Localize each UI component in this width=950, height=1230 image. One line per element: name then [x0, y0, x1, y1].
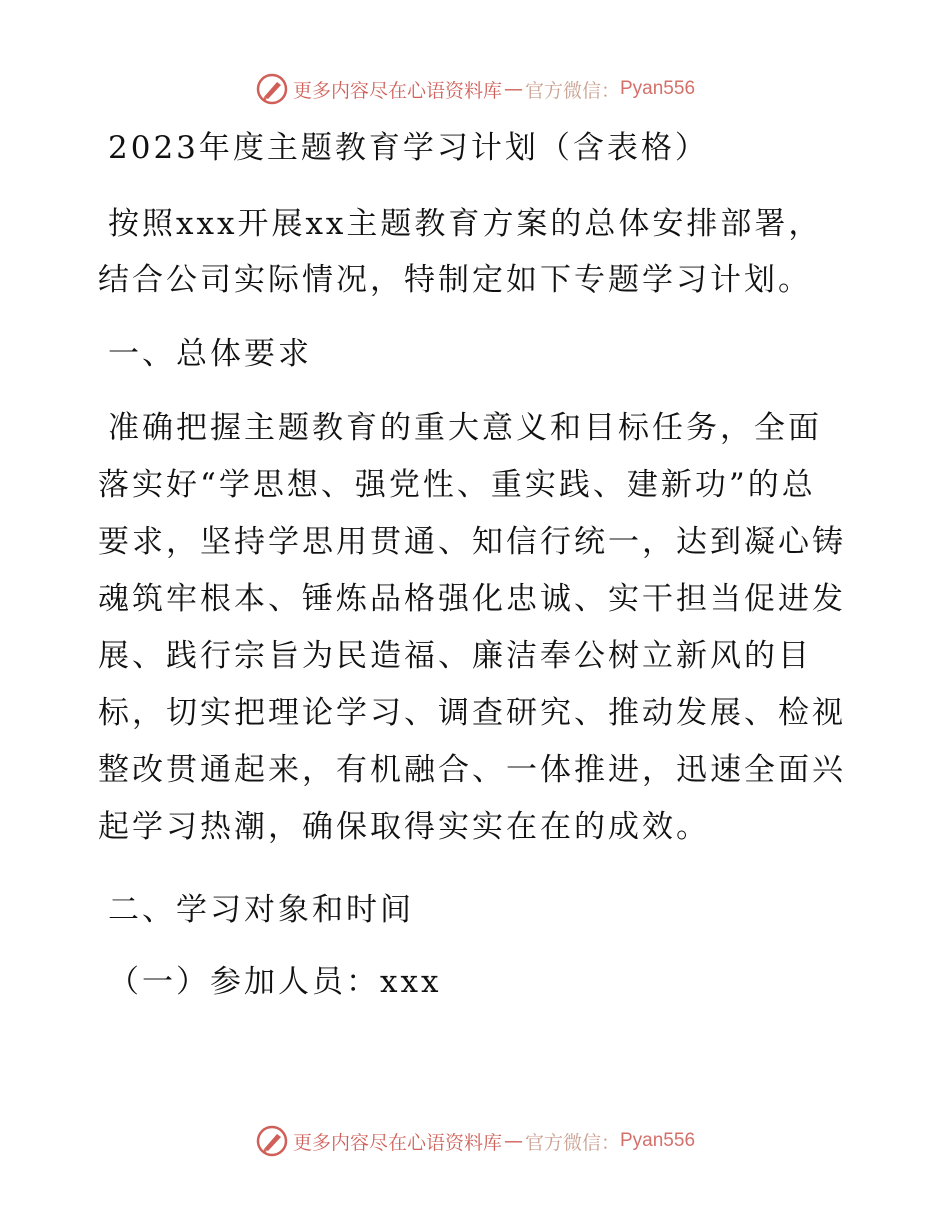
document-title: 2023年度主题教育学习计划（含表格）: [108, 130, 709, 166]
section1-line-6: 标，切实把理论学习、调查研究、推动发展、检视: [98, 695, 846, 731]
watermark-footer: [0, 1124, 950, 1158]
section1-line-4: 魂筑牢根本、锤炼品格强化忠诚、实干担当促进发: [98, 581, 846, 617]
watermark-separator: —: [503, 78, 523, 100]
watermark-wechat-id: Pyan556: [620, 1130, 696, 1151]
section1-line-2: 落实好“学思想、强党性、重实践、建新功”的总: [98, 467, 816, 503]
intro-line-2: 结合公司实际情况，特制定如下专题学习计划。: [98, 262, 812, 298]
section1-line-8: 起学习热潮，确保取得实实在在的成效。: [98, 809, 710, 845]
section1-line-5: 展、践行宗旨为民造福、廉洁奉公树立新风的目: [98, 638, 812, 674]
watermark-main-text: 更多内容尽在心语资料库: [292, 79, 502, 102]
section2-heading: 二、学习对象和时间: [108, 892, 414, 928]
section1-line-3: 要求，坚持学思用贯通、知信行统一，达到凝心铸: [98, 524, 846, 560]
watermark-wechat-id: Pyan556: [620, 78, 696, 99]
watermark-header: [0, 72, 950, 106]
intro-line-1: 按照xxx开展xx主题教育方案的总体安排部署，: [108, 206, 823, 242]
section1-line-7: 整改贯通起来，有机融合、一体推进，迅速全面兴: [98, 752, 846, 788]
watermark-official-text: 官方微信：: [524, 79, 620, 102]
section1-line-1: 准确把握主题教育的重大意义和目标任务，全面: [108, 410, 822, 446]
watermark-main-text: 更多内容尽在心语资料库: [292, 1131, 502, 1154]
section1-heading: 一、总体要求: [108, 336, 312, 372]
pen-logo-icon: [255, 72, 289, 106]
section2-sub1: （一）参加人员：xxx: [108, 964, 442, 1000]
watermark-separator: —: [503, 1130, 523, 1152]
pen-logo-icon: [255, 1124, 289, 1158]
watermark-official-text: 官方微信：: [524, 1131, 620, 1154]
